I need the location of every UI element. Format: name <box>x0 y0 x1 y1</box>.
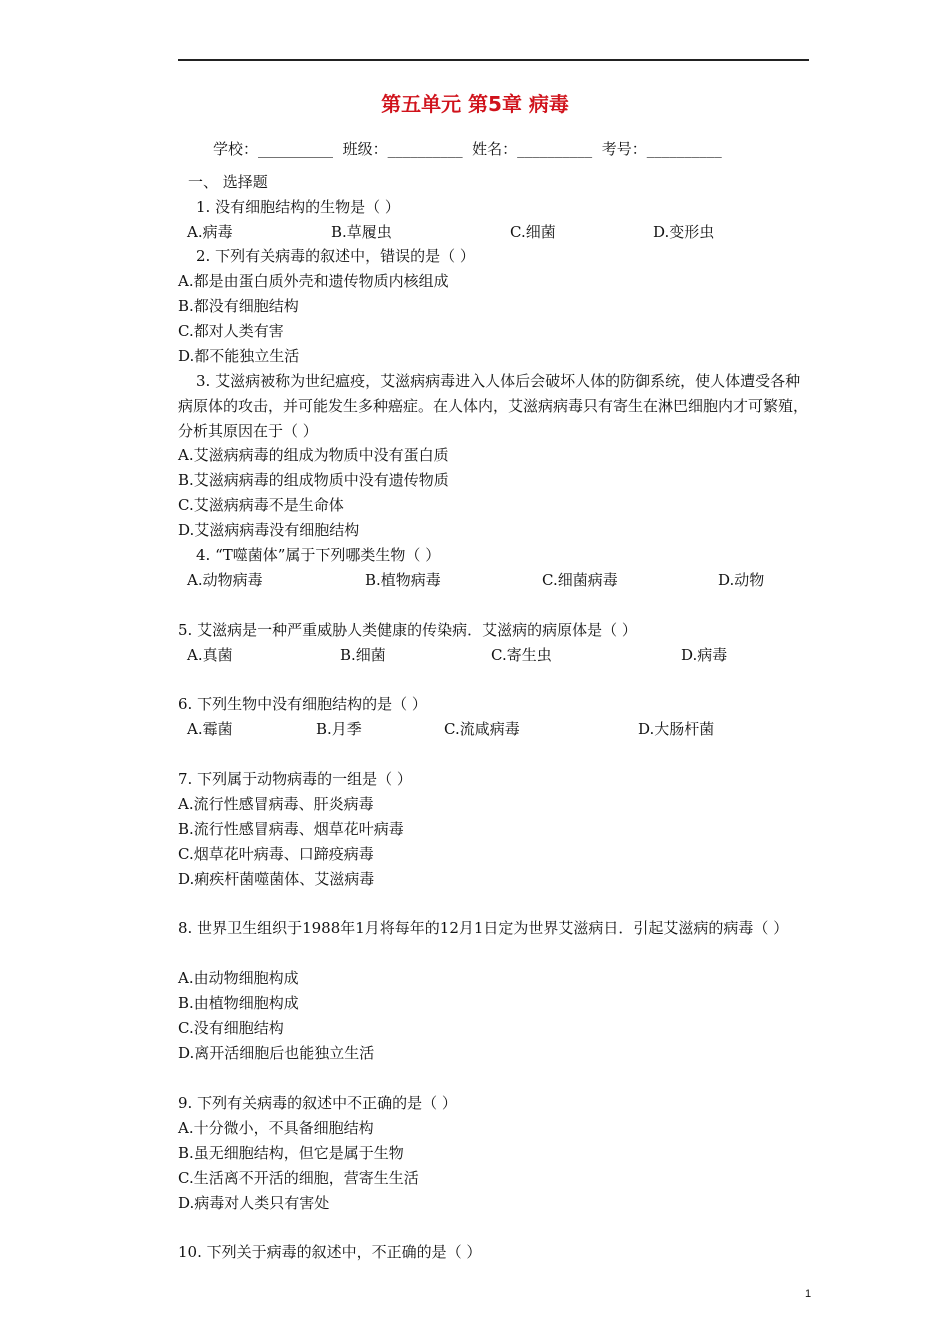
student-info-line <box>213 138 722 159</box>
question-1-option-d: D.变形虫 <box>653 223 715 241</box>
question-9-stem: 9. 下列有关病毒的叙述中不正确的是（ ） <box>178 1094 457 1112</box>
school-field: 学校：__________ <box>213 140 334 158</box>
question-1-option-c: C.细菌 <box>510 223 556 241</box>
question-4-option-b: B.植物病毒 <box>365 571 441 589</box>
question-1-option-a: A.病毒 <box>187 223 233 241</box>
question-9-option-b: B.虽无细胞结构，但它是属于生物 <box>178 1144 404 1162</box>
section-heading: 一、 选择题 <box>188 173 268 191</box>
question-4-option-c: C.细菌病毒 <box>542 571 618 589</box>
question-5-option-d: D.病毒 <box>681 646 728 664</box>
question-8-option-d: D.离开活细胞后也能独立生活 <box>178 1044 375 1062</box>
question-5-stem: 5. 艾滋病是一种严重威胁人类健康的传染病．艾滋病的病原体是（ ） <box>178 621 637 639</box>
question-1-option-b: B.草履虫 <box>331 223 392 241</box>
name-field: 姓名：__________ <box>472 140 593 158</box>
page-number: 1 <box>805 1288 812 1300</box>
question-9-option-c: C.生活离不开活的细胞，营寄生生活 <box>178 1169 419 1187</box>
header-rule <box>178 59 809 61</box>
question-2-option-c: C.都对人类有害 <box>178 322 284 340</box>
question-3-option-d: D.艾滋病病毒没有细胞结构 <box>178 521 360 539</box>
question-3-option-c: C.艾滋病病毒不是生命体 <box>178 496 344 514</box>
question-4-option-d: D.动物 <box>718 571 765 589</box>
question-1-stem: 1. 没有细胞结构的生物是（ ） <box>196 198 400 216</box>
question-5-option-b: B.细菌 <box>340 646 386 664</box>
question-9-option-d: D.病毒对人类只有害处 <box>178 1194 330 1212</box>
question-6-option-b: B.月季 <box>316 720 362 738</box>
question-8-option-c: C.没有细胞结构 <box>178 1019 284 1037</box>
question-3-stem: 3. 艾滋病被称为世纪瘟疫，艾滋病病毒进入人体后会破坏人体的防御系统，使人体遭受各种病原体的攻击，并可能发生多种癌症。在人体内，艾滋病病毒只有寄生在淋巴细胞内才可繁殖，分析其原因在于（ ） <box>178 372 809 440</box>
question-8-stem: 8. 世界卫生组织于1988年1月将每年的12月1日定为世界艾滋病日．引起艾滋病的病毒（ ） <box>178 919 789 937</box>
question-7-stem: 7. 下列属于动物病毒的一组是（ ） <box>178 770 412 788</box>
question-2-option-a: A.都是由蛋白质外壳和遗传物质内核组成 <box>178 272 449 290</box>
question-7-option-d: D.痢疾杆菌噬菌体、艾滋病毒 <box>178 870 375 888</box>
question-5-option-c: C.寄生虫 <box>491 646 552 664</box>
question-4-option-a: A.动物病毒 <box>187 571 263 589</box>
question-6-stem: 6. 下列生物中没有细胞结构的是（ ） <box>178 695 427 713</box>
question-4-stem: 4. “T噬菌体”属于下列哪类生物（ ） <box>196 546 441 564</box>
question-3-option-a: A.艾滋病病毒的组成为物质中没有蛋白质 <box>178 446 449 464</box>
question-6-option-c: C.流咸病毒 <box>444 720 520 738</box>
class-field: 班级：__________ <box>342 140 463 158</box>
exam-number-field: 考号：__________ <box>601 140 722 158</box>
question-7-option-c: C.烟草花叶病毒、口蹄疫病毒 <box>178 845 374 863</box>
question-2-option-b: B.都没有细胞结构 <box>178 297 299 315</box>
question-8-option-a: A.由动物细胞构成 <box>178 969 299 987</box>
question-9-option-a: A.十分微小，不具备细胞结构 <box>178 1119 374 1137</box>
question-6-option-d: D.大肠杆菌 <box>638 720 715 738</box>
question-3-option-b: B.艾滋病病毒的组成物质中没有遗传物质 <box>178 471 449 489</box>
question-6-option-a: A.霉菌 <box>187 720 233 738</box>
question-7-option-b: B.流行性感冒病毒、烟草花叶病毒 <box>178 820 404 838</box>
question-10-stem: 10. 下列关于病毒的叙述中，不正确的是（ ） <box>178 1243 482 1261</box>
question-2-option-d: D.都不能独立生活 <box>178 347 300 365</box>
question-2-stem: 2. 下列有关病毒的叙述中，错误的是（ ） <box>196 247 475 265</box>
question-5-option-a: A.真菌 <box>187 646 233 664</box>
question-8-option-b: B.由植物细胞构成 <box>178 994 299 1012</box>
question-7-option-a: A.流行性感冒病毒、肝炎病毒 <box>178 795 374 813</box>
page-title: 第五单元 第5章 病毒 <box>381 92 569 116</box>
